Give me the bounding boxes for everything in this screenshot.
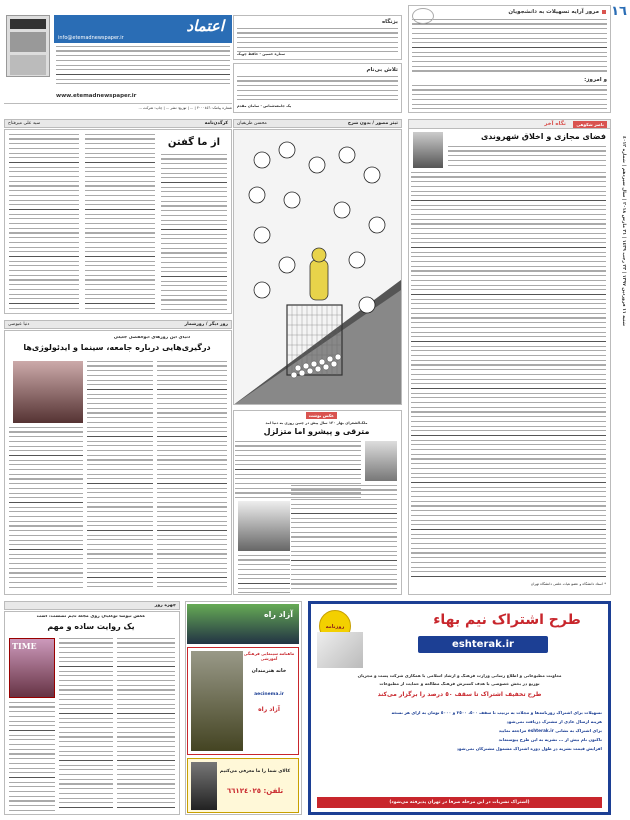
top-middle-1-title: بزنگاه	[381, 19, 398, 25]
top-right-body	[412, 19, 607, 75]
ad-intro: معاونت مطبوعاتی و اطلاع رسانی وزارت فرهنگ و ارشاد اسلامی با همکاری شرکت پست و مجریان	[357, 674, 562, 678]
col-right-footer: * استاد دانشگاه و عضو هیات علمی دانشگاه تهران	[530, 582, 606, 586]
top-middle-box-2	[233, 63, 402, 113]
top-middle-2-title: تلاش بی‌نام	[366, 67, 398, 73]
masthead	[4, 15, 232, 113]
top-right-box	[408, 5, 611, 113]
col-right-headline: فضای مجازی و اخلاق شهروندی	[480, 132, 606, 141]
bottom-left-bar	[4, 601, 180, 610]
ad2-box	[187, 647, 299, 755]
col-right-text-2	[411, 172, 606, 577]
magazine-name: TIME	[12, 641, 37, 651]
top-right-body-2	[412, 85, 607, 113]
col-left-1-bar	[4, 119, 232, 128]
promo-phone: تلفن: ٦٦١٢٤٠٢٥	[226, 787, 284, 795]
ad1-title: آزاد راه	[263, 610, 293, 619]
col-left-2-text-a	[157, 361, 227, 591]
col-left-1-author: سید علی میرفتاح	[8, 121, 41, 126]
ad2-kicker: ماهنامه سینمایی فرهنگی آموزشی	[243, 651, 295, 661]
cartoon-illustration	[233, 130, 401, 405]
website: www.etemadnewspaper.ir	[56, 93, 137, 99]
logo-bar	[54, 15, 232, 43]
ad-bullets	[317, 708, 602, 753]
top-middle-2-body	[237, 76, 398, 104]
top-right-subtitle: و امروز:	[584, 77, 607, 83]
bottom-left	[4, 611, 180, 815]
post-illustration	[317, 632, 363, 668]
feather-icon	[412, 8, 434, 24]
cartoon-author: محسن ظریفیان	[237, 121, 267, 126]
col-right-text	[448, 146, 606, 168]
col-left-2-text-c	[9, 427, 83, 591]
bottom-left-headline: یک روایت ساده و مهم	[47, 622, 135, 631]
top-middle-box-1	[233, 15, 402, 60]
date-line: شنبه ١١ فروردین ١٣٩٧ | ٢٣ رجب ١٤٣٩ | ٣١ مارس ٢٠١٨ | سال سیزدهم | شماره ٤٠١٢	[621, 135, 626, 326]
col-right-section: نگاه آخر	[544, 121, 566, 127]
ad-site[interactable]: eshterak.ir	[418, 636, 548, 653]
top-middle-1-body	[237, 28, 398, 52]
author-photo	[413, 132, 443, 168]
col-right	[408, 119, 611, 595]
col-left-1-text-b	[85, 134, 155, 312]
ad-bullet: برای اشتراک به نشانی eshterak.ir مراجعه نمایید	[498, 728, 602, 733]
bottom-left-kicker: عکس نیوشا توکلیان روی مجله تایم نشست؛ است	[36, 615, 146, 619]
col-left-1-text-c	[9, 134, 79, 312]
ad-offer: طرح تخفیف اشتراک تا سقف ٥٠ درصد را برگزار می‌کند	[377, 691, 542, 698]
old-man-photo	[191, 651, 243, 751]
col-left-1	[4, 129, 232, 314]
col-left-2-bar	[4, 320, 232, 329]
newspaper-thumbnail	[6, 15, 50, 77]
ad-bullet: هزینه ارسال عادی از مشترک دریافت نمی‌شود	[506, 719, 602, 724]
col-left-2-headline: درگیری‌هایی درباره جامعه، سینما و ایدئولوژی‌ها	[23, 343, 211, 352]
bullet-icon	[602, 10, 606, 14]
ad-footer-note: (اشتراک نشریات در این مرحله صرفا در تهران پذیرفته می‌شود)	[317, 797, 602, 808]
portrait-photo-2	[238, 501, 290, 551]
ad-bullet: افزایش قیمت نشریه در طول دوره اشتراک مشمول مشترکان نمی‌شود	[456, 746, 602, 751]
col-right-tag: ناصر شکوهی	[573, 121, 607, 128]
col-middle-headline: مترقی و پیشرو اما متزلزل	[263, 427, 370, 436]
promo-text: کالای شما را ما معرفی می‌کنیم	[219, 769, 291, 774]
bottom-left-text-c	[9, 702, 55, 812]
top-middle-2-author: یک جامعه‌شناس - سامان مقدم	[237, 104, 292, 108]
col-left-2-text-b	[87, 361, 153, 591]
bottom-left-section: چهره روز	[154, 603, 176, 608]
ad-intro-2: توزیع در بخش خصوصی با هدف گسترش فرهنگ مطالعه و حمایت از مطبوعات	[379, 682, 540, 686]
masthead-footer: شماره پیامک: ٣٠٠٠٤٥٦ | ... | توزیع: نشر ... | چاپ: شرکت ...	[4, 103, 232, 110]
businessmen-icon	[191, 762, 217, 810]
portrait-photo-1	[365, 441, 397, 481]
ad2-title: خانه هنرمندان	[251, 668, 287, 674]
col-middle-text-2	[291, 485, 397, 593]
col-middle-text-3	[238, 555, 290, 593]
ad-bullet: تسهیلات برای اشتراک روزنامه‌ها و مجلات به ترتیب تا سقف ٥٠٠، ٢٥٠٠ و ٥٠٠٠ تومان به ازای هر نسخه	[391, 710, 602, 715]
col-left-1-text-a	[161, 154, 227, 312]
masthead-lines	[56, 46, 230, 88]
col-left-2-section: روز دیگر / روزشمار	[184, 322, 228, 327]
logo: اعتماد	[186, 17, 224, 35]
bottom-left-text-a	[117, 638, 175, 812]
col-left-2-kicker: دنیای این روزهای ابوالفضل جلیلی	[113, 336, 191, 340]
col-left-1-headline: از ما گفتن	[167, 137, 221, 148]
top-right-title: مرور آرایه تسهیلات به دانشجویان	[508, 9, 599, 15]
ad-headline: طرح اشتراک نیم بهاء	[433, 612, 581, 628]
col-middle-bottom	[233, 410, 402, 595]
col-left-2	[4, 330, 232, 595]
ad-badge: روزنامه	[319, 610, 351, 642]
promo-box	[187, 758, 299, 813]
jalili-photo	[13, 361, 83, 423]
top-middle-1-author: ستاره حسین - حافظ چوبک	[237, 52, 285, 56]
col-middle-tag: عکس نوشت	[306, 412, 337, 419]
bottom-middle	[185, 601, 302, 815]
ad-bullet: تاکنون نام بیش از ... نشریه به این طرح پیوسته‌اند	[498, 737, 602, 742]
cartoon	[233, 129, 402, 405]
bottom-left-text-b	[59, 638, 113, 812]
azadrah-cover	[187, 604, 299, 644]
cartoon-bar	[233, 119, 402, 128]
time-cover	[9, 638, 55, 698]
col-middle-kicker: ملک‌الشعرای بهار ١٣٠ سال پیش در چنین روزی به دنیا آمد	[265, 421, 368, 425]
page-number: ١٦	[611, 4, 627, 19]
ad-subscription[interactable]	[308, 601, 611, 815]
ad2-name: آزاد راه	[258, 706, 280, 713]
email: info@etemadnewspaper.ir	[58, 35, 124, 41]
col-left-2-author: دنیا عبوضی	[8, 322, 30, 327]
col-left-1-section: کرگدن‌نامه	[204, 121, 228, 126]
cartoon-section: تیتر مصور / بدون شرح	[347, 121, 398, 126]
ad2-site[interactable]: aecinema.ir	[254, 692, 284, 697]
